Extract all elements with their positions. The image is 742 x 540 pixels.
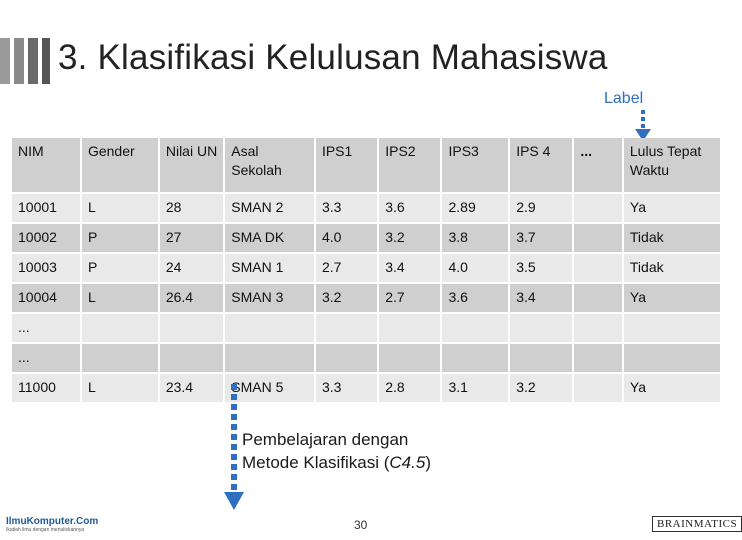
table-cell: 10003 [12,253,81,283]
table-header-row [12,138,720,193]
table-cell [573,283,623,313]
table-cell: Ya [623,283,720,313]
table-cell: Ya [623,373,720,402]
table-cell: 3.3 [315,373,378,402]
table-cell: 3.4 [378,253,441,283]
method-caption [242,428,431,474]
table-cell: 2.8 [378,373,441,402]
table-cell [224,343,315,373]
table-cell: 2.89 [441,193,509,223]
header-cell: ... [573,138,623,193]
table-cell: 3.1 [441,373,509,402]
table-cell: 4.0 [441,253,509,283]
table-cell [623,343,720,373]
header-cell: Asal Sekolah [224,138,315,193]
table-cell: 3.5 [509,253,573,283]
table-cell: SMA DK [224,223,315,253]
table-row [12,343,720,373]
table-cell: 10001 [12,193,81,223]
table-cell [315,313,378,343]
table-cell: 2.7 [378,283,441,313]
table-cell [509,343,573,373]
table-cell [378,313,441,343]
table-row [12,253,720,283]
table-cell: 2.7 [315,253,378,283]
brainmatics-logo: BRAINMATICS [652,516,742,532]
table-cell: ... [12,313,81,343]
header-cell: NIM [12,138,81,193]
table-cell [224,313,315,343]
table-cell [159,313,224,343]
table-cell: 3.7 [509,223,573,253]
table-row [12,193,720,223]
table-cell: 28 [159,193,224,223]
table-cell [441,313,509,343]
table-cell [315,343,378,373]
header-cell: IPS3 [441,138,509,193]
caption-line-1: Pembelajaran dengan [242,430,409,449]
header-cell: Gender [81,138,159,193]
header-cell: Nilai UN [159,138,224,193]
table-cell: SMAN 1 [224,253,315,283]
table-cell: P [81,253,159,283]
student-table [12,138,720,402]
table-cell: Tidak [623,253,720,283]
header-cell: IPS 4 [509,138,573,193]
label-tag: Label [604,90,644,107]
table-cell: L [81,193,159,223]
table-cell: 10002 [12,223,81,253]
slide-title: 3. Klasifikasi Kelulusan Mahasiswa [58,38,608,77]
table-cell: L [81,373,159,402]
table-cell: ... [12,343,81,373]
table-cell [573,343,623,373]
ilmukomputer-logo: IlmuKomputer.Com Ikatlah ilmu dengan menuliskannya [6,516,99,533]
table-cell: 3.2 [378,223,441,253]
table-cell: SMAN 2 [224,193,315,223]
header-cell: IPS1 [315,138,378,193]
table-cell: 27 [159,223,224,253]
table-row [12,223,720,253]
table-cell [509,313,573,343]
table-cell: 3.3 [315,193,378,223]
table-cell [159,343,224,373]
table-cell [573,253,623,283]
table-cell [81,343,159,373]
table-cell: 11000 [12,373,81,402]
table-cell: L [81,283,159,313]
page-number: 30 [354,518,368,532]
table-cell: 3.8 [441,223,509,253]
table-cell: 26.4 [159,283,224,313]
table-cell [573,223,623,253]
table-cell: 3.4 [509,283,573,313]
table-cell: SMAN 5 [224,373,315,402]
table-cell: 24 [159,253,224,283]
table-cell: 23.4 [159,373,224,402]
table-cell [623,313,720,343]
table-cell: SMAN 3 [224,283,315,313]
table-cell [441,343,509,373]
table-cell: P [81,223,159,253]
table-cell [573,313,623,343]
table-cell: Ya [623,193,720,223]
table-cell [573,193,623,223]
table-cell: 10004 [12,283,81,313]
table-row [12,313,720,343]
table-cell: 3.2 [315,283,378,313]
table-cell: 4.0 [315,223,378,253]
header-cell: Lulus Tepat Waktu [623,138,720,193]
down-arrow-icon [224,384,244,512]
header-cell: IPS2 [378,138,441,193]
table-cell: 3.2 [509,373,573,402]
table-cell: 3.6 [378,193,441,223]
table-cell: 2.9 [509,193,573,223]
table-row [12,373,720,402]
table-cell [378,343,441,373]
table-cell: Tidak [623,223,720,253]
table-cell [573,373,623,402]
table-cell: 3.6 [441,283,509,313]
table-cell [81,313,159,343]
caption-line-2: Metode Klasifikasi (C4.5) [242,453,431,472]
table-row [12,283,720,313]
